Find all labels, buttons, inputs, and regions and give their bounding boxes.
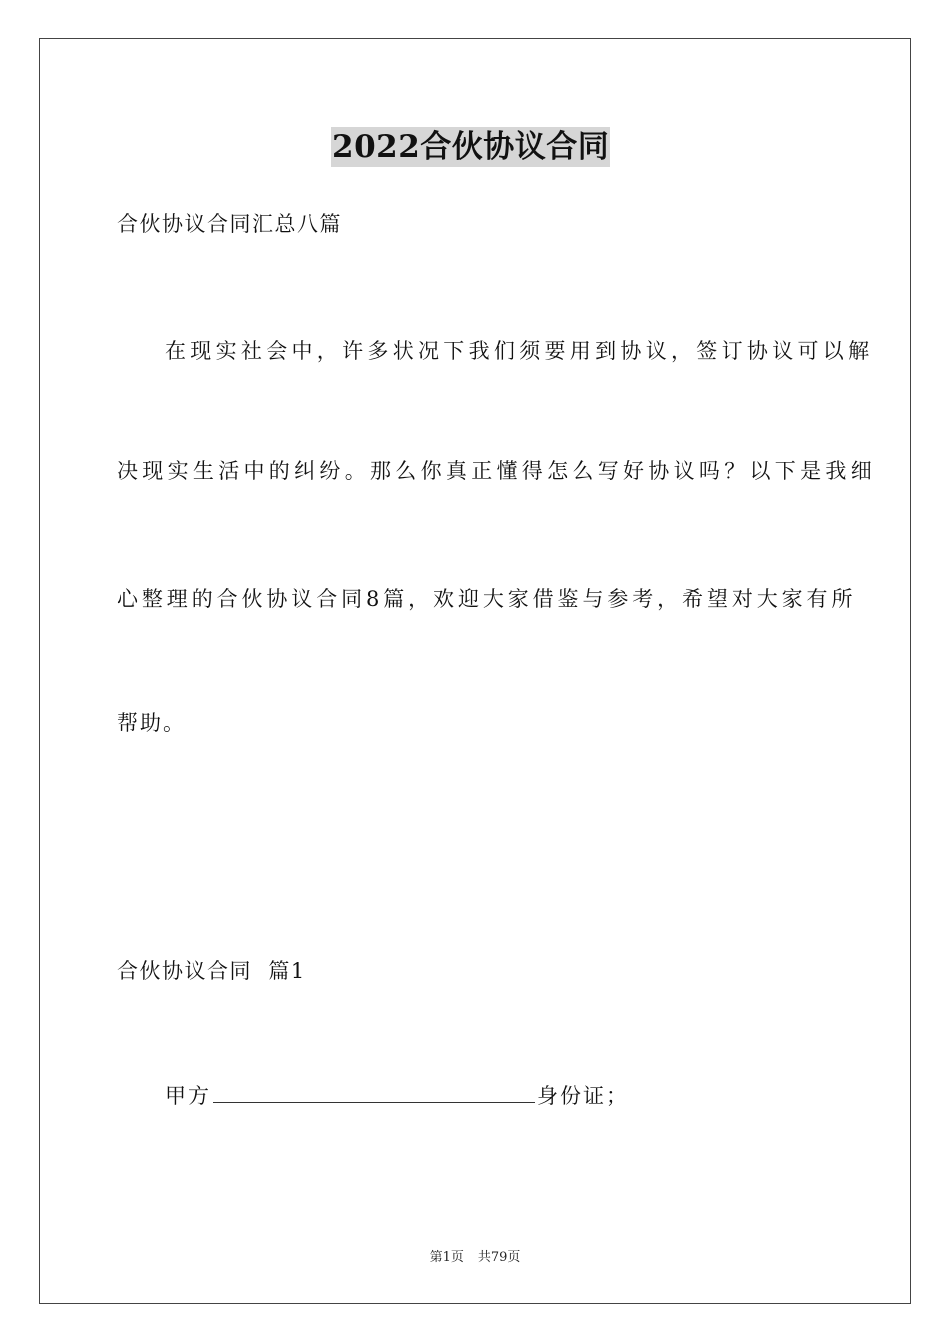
intro-paragraph-line-3: 心整理的合伙协议合同8篇，欢迎大家借鉴与参考，希望对大家有所	[117, 587, 857, 611]
section-heading: 合伙协议合同 篇1	[117, 959, 306, 983]
party-a-blank-underline	[213, 1082, 535, 1103]
document-subtitle: 合伙协议合同汇总八篇	[117, 212, 342, 236]
footer-page-number: 第1页	[429, 1250, 464, 1265]
intro-paragraph-line-1: 在现实社会中，许多状况下我们须要用到协议，签订协议可以解	[165, 339, 874, 363]
intro-paragraph-line-2: 决现实生活中的纠纷。那么你真正懂得怎么写好协议吗？以下是我细	[117, 459, 876, 483]
party-a-label: 甲方	[165, 1084, 211, 1108]
intro-paragraph-line-4: 帮助。	[117, 711, 186, 735]
footer-total-pages: 共79页	[477, 1250, 521, 1265]
party-a-line	[165, 1081, 629, 1111]
document-title: 2022合伙协议合同	[332, 129, 610, 165]
party-a-id-label: 身份证；	[537, 1084, 629, 1108]
page-footer	[0, 1249, 950, 1267]
